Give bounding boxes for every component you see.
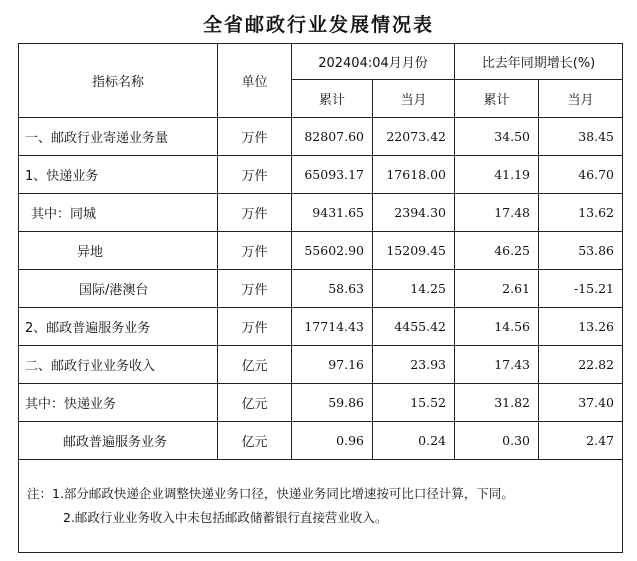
- table-row: [19, 346, 623, 384]
- row-growth-cumulative: 34.50: [455, 118, 539, 156]
- row-month: 17618.00: [373, 156, 455, 194]
- row-unit: 万件: [218, 194, 292, 232]
- row-unit: 亿元: [218, 422, 292, 460]
- row-month: 4455.42: [373, 308, 455, 346]
- row-cumulative: 97.16: [292, 346, 373, 384]
- note-line-2: 2.邮政行业业务收入中未包括邮政储蓄银行直接营业收入。: [63, 510, 388, 525]
- row-month: 14.25: [373, 270, 455, 308]
- row-growth-cumulative: 14.56: [455, 308, 539, 346]
- row-month: 15.52: [373, 384, 455, 422]
- table-row: [19, 270, 623, 308]
- row-name: 异地: [19, 232, 218, 270]
- header-growth-cumulative: 累计: [455, 80, 539, 118]
- row-unit: 亿元: [218, 384, 292, 422]
- row-name: 邮政普遍服务业务: [19, 422, 218, 460]
- header-month: 当月: [373, 80, 455, 118]
- row-name: 二、邮政行业业务收入: [19, 346, 218, 384]
- row-cumulative: 58.63: [292, 270, 373, 308]
- header-period: 202404:04月月份: [292, 44, 455, 80]
- header-indicator: 指标名称: [19, 44, 218, 118]
- row-growth-month: 38.45: [539, 118, 623, 156]
- row-growth-cumulative: 17.48: [455, 194, 539, 232]
- statistics-table: [18, 43, 623, 553]
- notes-row: [19, 460, 623, 553]
- row-name: 其中：快递业务: [19, 384, 218, 422]
- row-cumulative: 55602.90: [292, 232, 373, 270]
- row-unit: 亿元: [218, 346, 292, 384]
- table-row: [19, 308, 623, 346]
- header-row-1: [19, 44, 623, 80]
- header-growth-month: 当月: [539, 80, 623, 118]
- row-cumulative: 0.96: [292, 422, 373, 460]
- row-name: 一、邮政行业寄递业务量: [19, 118, 218, 156]
- row-name: 1、快递业务: [19, 156, 218, 194]
- row-growth-cumulative: 2.61: [455, 270, 539, 308]
- row-growth-month: 37.40: [539, 384, 623, 422]
- row-name: 其中：同城: [19, 194, 218, 232]
- table-row: [19, 232, 623, 270]
- row-month: 2394.30: [373, 194, 455, 232]
- row-growth-month: -15.21: [539, 270, 623, 308]
- table-row: [19, 194, 623, 232]
- row-unit: 万件: [218, 270, 292, 308]
- row-name: 国际/港澳台: [19, 270, 218, 308]
- page-title: 全省邮政行业发展情况表: [202, 14, 434, 36]
- row-unit: 万件: [218, 118, 292, 156]
- table-row: [19, 118, 623, 156]
- row-growth-month: 22.82: [539, 346, 623, 384]
- row-cumulative: 9431.65: [292, 194, 373, 232]
- row-growth-month: 2.47: [539, 422, 623, 460]
- header-cumulative: 累计: [292, 80, 373, 118]
- row-unit: 万件: [218, 308, 292, 346]
- table-row: [19, 156, 623, 194]
- row-growth-month: 13.26: [539, 308, 623, 346]
- note-line-1: 注：1.部分邮政快递企业调整快递业务口径，快递业务同比增速按可比口径计算，下同。: [27, 486, 514, 501]
- row-cumulative: 59.86: [292, 384, 373, 422]
- row-growth-cumulative: 46.25: [455, 232, 539, 270]
- row-month: 23.93: [373, 346, 455, 384]
- row-cumulative: 82807.60: [292, 118, 373, 156]
- row-growth-cumulative: 17.43: [455, 346, 539, 384]
- row-growth-month: 13.62: [539, 194, 623, 232]
- row-growth-month: 53.86: [539, 232, 623, 270]
- row-growth-month: 46.70: [539, 156, 623, 194]
- row-cumulative: 17714.43: [292, 308, 373, 346]
- row-growth-cumulative: 41.19: [455, 156, 539, 194]
- header-growth: 比去年同期增长(%): [455, 44, 623, 80]
- row-growth-cumulative: 31.82: [455, 384, 539, 422]
- header-unit: 单位: [218, 44, 292, 118]
- row-cumulative: 65093.17: [292, 156, 373, 194]
- table-row: [19, 422, 623, 460]
- row-growth-cumulative: 0.30: [455, 422, 539, 460]
- row-month: 15209.45: [373, 232, 455, 270]
- table-row: [19, 384, 623, 422]
- row-month: 0.24: [373, 422, 455, 460]
- row-unit: 万件: [218, 232, 292, 270]
- row-unit: 万件: [218, 156, 292, 194]
- row-month: 22073.42: [373, 118, 455, 156]
- row-name: 2、邮政普遍服务业务: [19, 308, 218, 346]
- notes-cell: [19, 460, 623, 553]
